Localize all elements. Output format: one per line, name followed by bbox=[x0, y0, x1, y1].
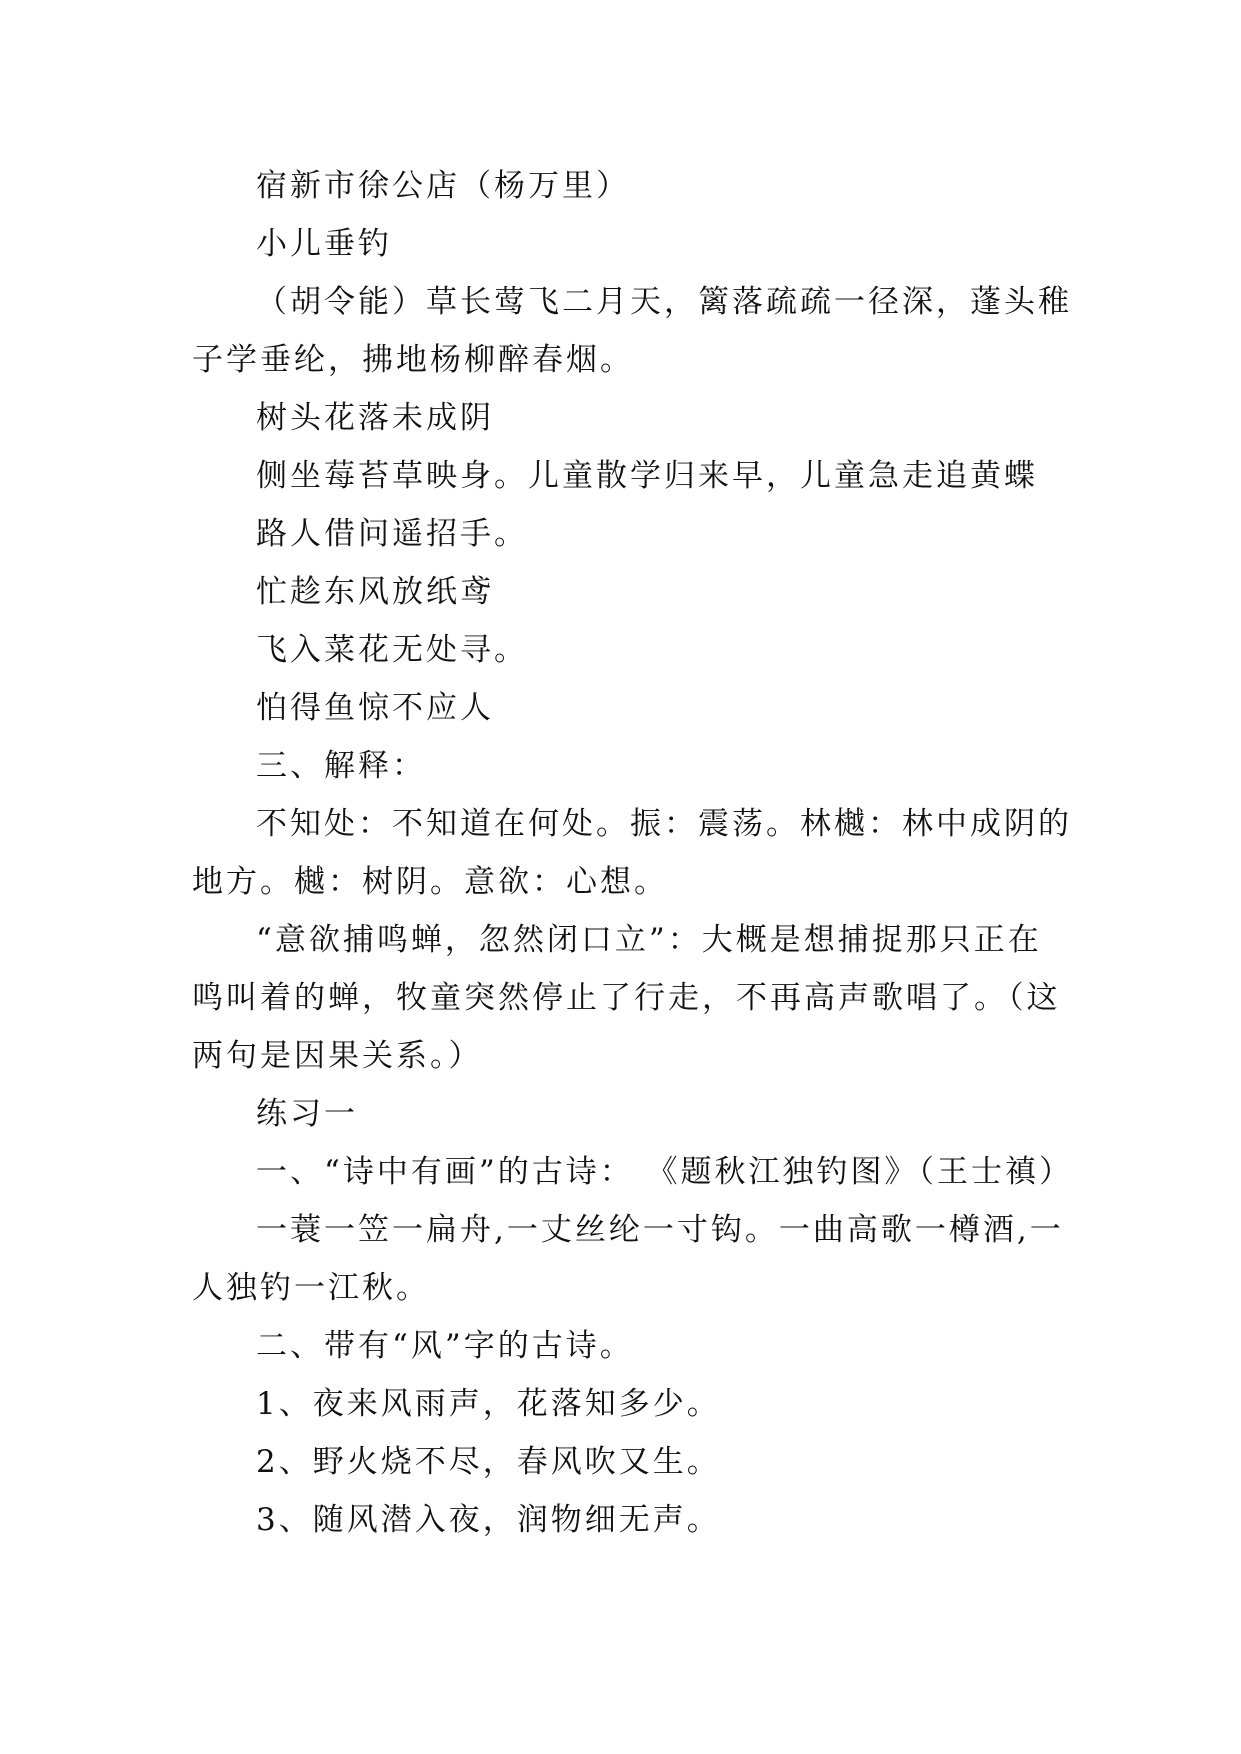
poem-text-xiao-er-chui-diao: （胡令能）草长莺飞二月天，篱落疏疏一径深，蓬头稚子学垂纶，拂地杨柳醉春烟。 bbox=[192, 284, 1072, 378]
exercise-item-heading: 二、带有“风”字的古诗。 bbox=[256, 1328, 634, 1364]
explanation-text: “意欲捕鸣蝉，忽然闭口立”：大概是想捕捉那只正在鸣叫着的蝉，牧童突然停止了行走，不再高声歌唱了。（这两句是因果关系。） bbox=[192, 922, 1061, 1074]
section-heading-exercise: 练习一 bbox=[256, 1096, 358, 1132]
poem-text-ti-qiu-jiang: 一蓑一笠一扁舟,一丈丝纶一寸钩。一曲高歌一樽酒,一人独钓一江秋。 bbox=[192, 1212, 1064, 1306]
poem-line: 怕得鱼惊不应人 bbox=[256, 690, 494, 726]
poem-title-xiao-er-chui-diao: 小儿垂钓 bbox=[256, 226, 392, 262]
poem-line: 侧坐莓苔草映身。儿童散学归来早，儿童急走追黄蝶 bbox=[256, 458, 1038, 494]
poem-line: 路人借问遥招手。 bbox=[256, 516, 528, 552]
poem-title-su-xin-shi: 宿新市徐公店（杨万里） bbox=[256, 168, 630, 204]
explanation-text: 不知处：不知道在何处。振：震荡。林樾：林中成阴的地方。樾：树阴。意欲：心想。 bbox=[192, 806, 1072, 900]
list-item: 2、野火烧不尽，春风吹又生。 bbox=[256, 1444, 721, 1480]
section-heading-explanation: 三、解释： bbox=[256, 748, 426, 784]
poem-line: 飞入菜花无处寻。 bbox=[256, 632, 528, 668]
exercise-item-heading: 一、“诗中有画”的古诗： 《题秋江独钓图》（王士禛） bbox=[256, 1154, 1074, 1190]
poem-line: 忙趁东风放纸鸢 bbox=[256, 574, 494, 610]
list-item: 3、随风潜入夜，润物细无声。 bbox=[256, 1502, 721, 1538]
poem-line: 树头花落未成阴 bbox=[256, 400, 494, 436]
list-item: 1、夜来风雨声，花落知多少。 bbox=[256, 1386, 721, 1422]
